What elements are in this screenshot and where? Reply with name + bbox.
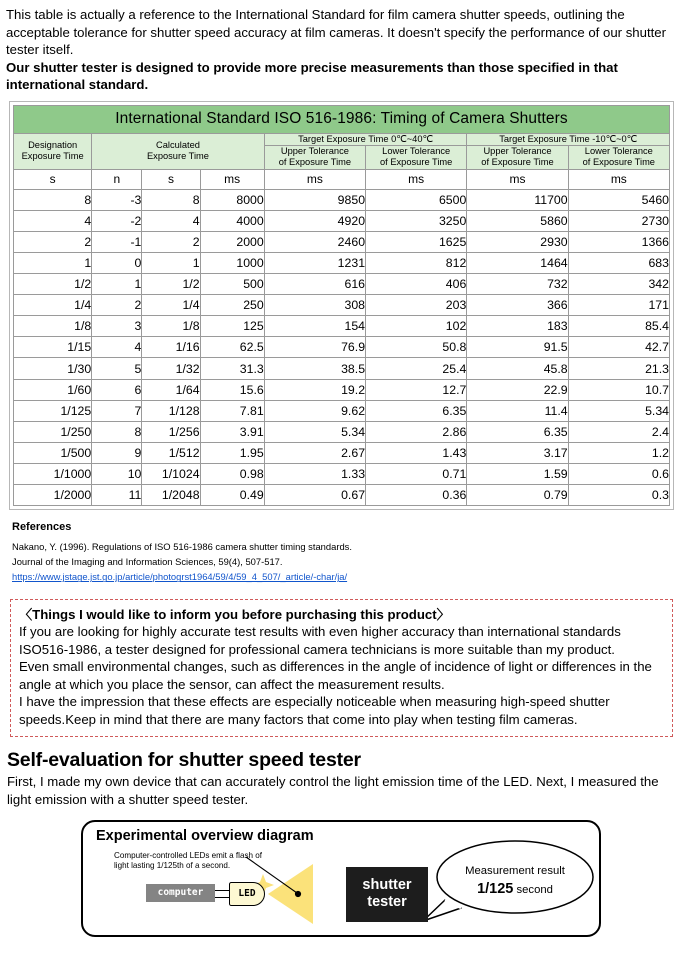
bubble-value-row <box>439 879 591 900</box>
table-row <box>14 210 670 231</box>
table-cell: 125 <box>200 316 264 337</box>
table-cell: 1366 <box>568 231 669 252</box>
table-cell: 3 <box>92 316 142 337</box>
header-target-exposure-cold: Target Exposure Time -10℃~0℃ <box>467 133 670 145</box>
table-cell: 1/512 <box>142 442 200 463</box>
unit-cell: ms <box>264 169 365 189</box>
table-cell: 1/2 <box>142 274 200 295</box>
table-cell: 5460 <box>568 189 669 210</box>
header-lower-cold-line2: of Exposure Time <box>582 157 655 168</box>
table-cell: 5 <box>92 358 142 379</box>
table-cell: 0.49 <box>200 485 264 506</box>
table-cell: 45.8 <box>467 358 568 379</box>
table-row <box>14 274 670 295</box>
table-cell: 7.81 <box>200 400 264 421</box>
table-cell: 2.86 <box>366 421 467 442</box>
table-cell: 1.2 <box>568 442 669 463</box>
table-cell: 183 <box>467 316 568 337</box>
table-row <box>14 358 670 379</box>
led-label: LED <box>238 888 256 900</box>
table-cell: 0.6 <box>568 463 669 484</box>
notice-paragraph-3: I have the impression that these effects are especially noticeable when measuring high-speed shutter speeds.Keep in mind that there are many factors that come into play when testing film cameras. <box>19 694 610 727</box>
table-cell: 6.35 <box>366 400 467 421</box>
table-cell: 31.3 <box>200 358 264 379</box>
table-cell: 406 <box>366 274 467 295</box>
reference-link[interactable]: https://www.jstage.jst.go.jp/article/photogrst1964/59/4/59_4_507/_article/-char/ja/ <box>12 571 348 583</box>
header-lower-warm-line1: Lower Tolerance <box>382 146 451 157</box>
table-row <box>14 231 670 252</box>
purchase-notice-box <box>10 599 673 738</box>
reference-line-2: Journal of the Imaging and Information Sciences, 59(4), 507-517. <box>12 556 283 568</box>
table-cell: 2460 <box>264 231 365 252</box>
computer-block <box>146 884 215 902</box>
table-cell: 19.2 <box>264 379 365 400</box>
table-cell: 1/60 <box>14 379 92 400</box>
measurement-result-bubble <box>439 863 591 900</box>
diagram-wrapper <box>0 820 682 937</box>
table-cell: 1464 <box>467 253 568 274</box>
table-cell: 1 <box>142 253 200 274</box>
table-cell: 2.4 <box>568 421 669 442</box>
table-cell: 0.71 <box>366 463 467 484</box>
experimental-overview-diagram <box>81 820 601 937</box>
table-cell: 1/128 <box>142 400 200 421</box>
table-cell: -3 <box>92 189 142 210</box>
caption-leader-dot <box>295 890 301 896</box>
table-cell: 616 <box>264 274 365 295</box>
header-lower-cold-line1: Lower Tolerance <box>584 146 653 157</box>
table-cell: 1.33 <box>264 463 365 484</box>
light-beam-icon <box>268 864 313 924</box>
table-cell: 6500 <box>366 189 467 210</box>
intro-paragraph-1: This table is actually a reference to the International Standard for film camera shutter speeds, outlining the acceptable tolerance for shutter speed accuracy at film cameras. It doesn't specify the performance of our shutter tester itself. <box>6 7 667 58</box>
table-row <box>14 337 670 358</box>
header-upper-tolerance-cold <box>467 146 568 170</box>
table-cell: 8000 <box>200 189 264 210</box>
table-row <box>14 295 670 316</box>
table-cell: 9.62 <box>264 400 365 421</box>
table-cell: 7 <box>92 400 142 421</box>
header-calculated-exposure-time <box>92 133 265 169</box>
table-group-header-row <box>14 133 670 145</box>
table-cell: 91.5 <box>467 337 568 358</box>
table-cell: 3.91 <box>200 421 264 442</box>
bubble-value: 1/125 <box>477 880 514 897</box>
notice-paragraph-2: Even small environmental changes, such as differences in the angle of incidence of light or differences in the angle at which you place the sensor, can affect the measurement results. <box>19 659 652 692</box>
table-cell: 4 <box>14 210 92 231</box>
table-cell: 62.5 <box>200 337 264 358</box>
table-cell: 9850 <box>264 189 365 210</box>
header-lower-tolerance-warm <box>366 146 467 170</box>
table-cell: 4 <box>142 210 200 231</box>
table-cell: 11.4 <box>467 400 568 421</box>
table-cell: 1.43 <box>366 442 467 463</box>
unit-cell: s <box>142 169 200 189</box>
table-row <box>14 379 670 400</box>
intro-section <box>0 0 682 94</box>
speech-bubble-tail-icon <box>423 900 461 921</box>
table-cell: 4 <box>92 337 142 358</box>
table-row <box>14 253 670 274</box>
table-row <box>14 485 670 506</box>
table-cell: 171 <box>568 295 669 316</box>
reference-line-1: Nakano, Y. (1996). Regulations of ISO 516-1986 camera shutter timing standards. <box>12 540 352 552</box>
table-row <box>14 421 670 442</box>
header-designation-exposure-time <box>14 133 92 169</box>
table-cell: 1/1000 <box>14 463 92 484</box>
header-designation-line2: Exposure Time <box>21 151 84 162</box>
header-calculated-line1: Calculated <box>156 139 200 150</box>
bubble-unit: second <box>516 883 553 896</box>
table-cell: 4920 <box>264 210 365 231</box>
table-cell: 1625 <box>366 231 467 252</box>
table-cell: 1/250 <box>14 421 92 442</box>
table-cell: 1.59 <box>467 463 568 484</box>
table-cell: 1/8 <box>142 316 200 337</box>
table-cell: 1000 <box>200 253 264 274</box>
diagram-title: Experimental overview diagram <box>96 827 314 844</box>
table-cell: 9 <box>92 442 142 463</box>
table-cell: 0.67 <box>264 485 365 506</box>
table-cell: 2000 <box>200 231 264 252</box>
table-cell: 50.8 <box>366 337 467 358</box>
table-row <box>14 316 670 337</box>
table-cell: 0.79 <box>467 485 568 506</box>
table-cell: 1/4 <box>14 295 92 316</box>
table-cell: -1 <box>92 231 142 252</box>
table-cell: 1 <box>14 253 92 274</box>
tester-label-line1: shutter <box>362 876 412 893</box>
header-designation-line1: Designation <box>28 139 78 150</box>
table-cell: 0.3 <box>568 485 669 506</box>
table-cell: 12.7 <box>366 379 467 400</box>
diagram-caption: Computer-controlled LEDs emit a flash of light lasting 1/125th of a second. <box>114 850 262 871</box>
references-section <box>12 519 674 585</box>
table-cell: 38.5 <box>264 358 365 379</box>
table-row <box>14 400 670 421</box>
table-cell: 21.3 <box>568 358 669 379</box>
table-cell: 5860 <box>467 210 568 231</box>
table-cell: 8 <box>92 421 142 442</box>
table-cell: 10 <box>92 463 142 484</box>
table-cell: 4000 <box>200 210 264 231</box>
table-cell: 1/15 <box>14 337 92 358</box>
table-cell: 42.7 <box>568 337 669 358</box>
table-cell: -2 <box>92 210 142 231</box>
table-cell: 250 <box>200 295 264 316</box>
table-cell: 2 <box>14 231 92 252</box>
table-cell: 683 <box>568 253 669 274</box>
bubble-label: Measurement result <box>465 864 565 877</box>
table-cell: 0.98 <box>200 463 264 484</box>
table-cell: 6 <box>92 379 142 400</box>
table-cell: 2 <box>142 231 200 252</box>
table-cell: 732 <box>467 274 568 295</box>
table-cell: 812 <box>366 253 467 274</box>
iso-standard-table <box>13 105 670 506</box>
table-cell: 342 <box>568 274 669 295</box>
table-cell: 1/256 <box>142 421 200 442</box>
computer-label: computer <box>157 887 204 899</box>
table-cell: 1/64 <box>142 379 200 400</box>
table-cell: 203 <box>366 295 467 316</box>
table-cell: 6.35 <box>467 421 568 442</box>
table-cell: 1/30 <box>14 358 92 379</box>
table-cell: 8 <box>142 189 200 210</box>
header-upper-warm-line1: Upper Tolerance <box>280 146 349 157</box>
tester-label-line2: tester <box>367 894 407 911</box>
table-cell: 85.4 <box>568 316 669 337</box>
notice-paragraph-1: If you are looking for highly accurate test results with even higher accuracy than international standards ISO516-1986, a tester designed for professional camera technicians is more suitable than my product. <box>19 624 621 657</box>
intro-paragraph-2: Our shutter tester is designed to provide more precise measurements than those specified in that international standard. <box>6 59 618 93</box>
table-cell: 0.36 <box>366 485 467 506</box>
unit-cell: ms <box>200 169 264 189</box>
table-cell: 1/8 <box>14 316 92 337</box>
table-cell: 2730 <box>568 210 669 231</box>
iso-table-frame <box>9 101 674 510</box>
table-cell: 1231 <box>264 253 365 274</box>
table-cell: 2.67 <box>264 442 365 463</box>
shutter-tester-block <box>346 867 428 922</box>
table-row <box>14 442 670 463</box>
table-cell: 1/32 <box>142 358 200 379</box>
table-cell: 5.34 <box>264 421 365 442</box>
unit-cell: ms <box>366 169 467 189</box>
table-cell: 11 <box>92 485 142 506</box>
table-cell: 0 <box>92 253 142 274</box>
notice-heading: 〈Things I would like to inform you before purchasing this product〉 <box>19 606 450 622</box>
table-cell: 22.9 <box>467 379 568 400</box>
table-cell: 3.17 <box>467 442 568 463</box>
table-cell: 1/2 <box>14 274 92 295</box>
table-cell: 154 <box>264 316 365 337</box>
table-cell: 76.9 <box>264 337 365 358</box>
table-cell: 102 <box>366 316 467 337</box>
table-cell: 1/2000 <box>14 485 92 506</box>
table-cell: 1/16 <box>142 337 200 358</box>
table-cell: 500 <box>200 274 264 295</box>
table-cell: 1/2048 <box>142 485 200 506</box>
self-evaluation-paragraph: First, I made my own device that can accurately control the light emission time of the LED. Next, I measured the light emission with a shutter speed tester. <box>7 774 659 808</box>
header-lower-tolerance-cold <box>568 146 669 170</box>
header-upper-cold-line1: Upper Tolerance <box>483 146 552 157</box>
table-cell: 1/4 <box>142 295 200 316</box>
header-target-exposure-warm: Target Exposure Time 0℃~40℃ <box>264 133 467 145</box>
references-title: References <box>12 521 72 534</box>
header-upper-warm-line2: of Exposure Time <box>278 157 352 168</box>
table-cell: 10.7 <box>568 379 669 400</box>
table-cell: 2930 <box>467 231 568 252</box>
header-upper-tolerance-warm <box>264 146 365 170</box>
unit-cell: n <box>92 169 142 189</box>
table-cell: 15.6 <box>200 379 264 400</box>
table-units-row <box>14 169 670 189</box>
table-cell: 1 <box>92 274 142 295</box>
self-evaluation-heading: Self-evaluation for shutter speed tester <box>7 749 361 772</box>
self-evaluation-section <box>7 749 674 808</box>
header-lower-warm-line2: of Exposure Time <box>380 157 453 168</box>
table-cell: 308 <box>264 295 365 316</box>
table-cell: 1/1024 <box>142 463 200 484</box>
table-cell: 8 <box>14 189 92 210</box>
unit-cell: s <box>14 169 92 189</box>
unit-cell: ms <box>467 169 568 189</box>
table-cell: 3250 <box>366 210 467 231</box>
led-block <box>229 882 265 906</box>
header-upper-cold-line2: of Exposure Time <box>481 157 554 168</box>
table-cell: 2 <box>92 295 142 316</box>
table-cell: 1.95 <box>200 442 264 463</box>
table-cell: 1/500 <box>14 442 92 463</box>
table-row <box>14 463 670 484</box>
table-title: International Standard ISO 516-1986: Timing of Camera Shutters <box>14 105 670 133</box>
connection-wire-icon <box>215 890 230 898</box>
table-row <box>14 189 670 210</box>
table-cell: 11700 <box>467 189 568 210</box>
table-cell: 25.4 <box>366 358 467 379</box>
unit-cell: ms <box>568 169 669 189</box>
table-cell: 1/125 <box>14 400 92 421</box>
table-cell: 366 <box>467 295 568 316</box>
header-calculated-line2: Exposure Time <box>146 151 209 162</box>
table-title-row <box>14 105 670 133</box>
table-cell: 5.34 <box>568 400 669 421</box>
